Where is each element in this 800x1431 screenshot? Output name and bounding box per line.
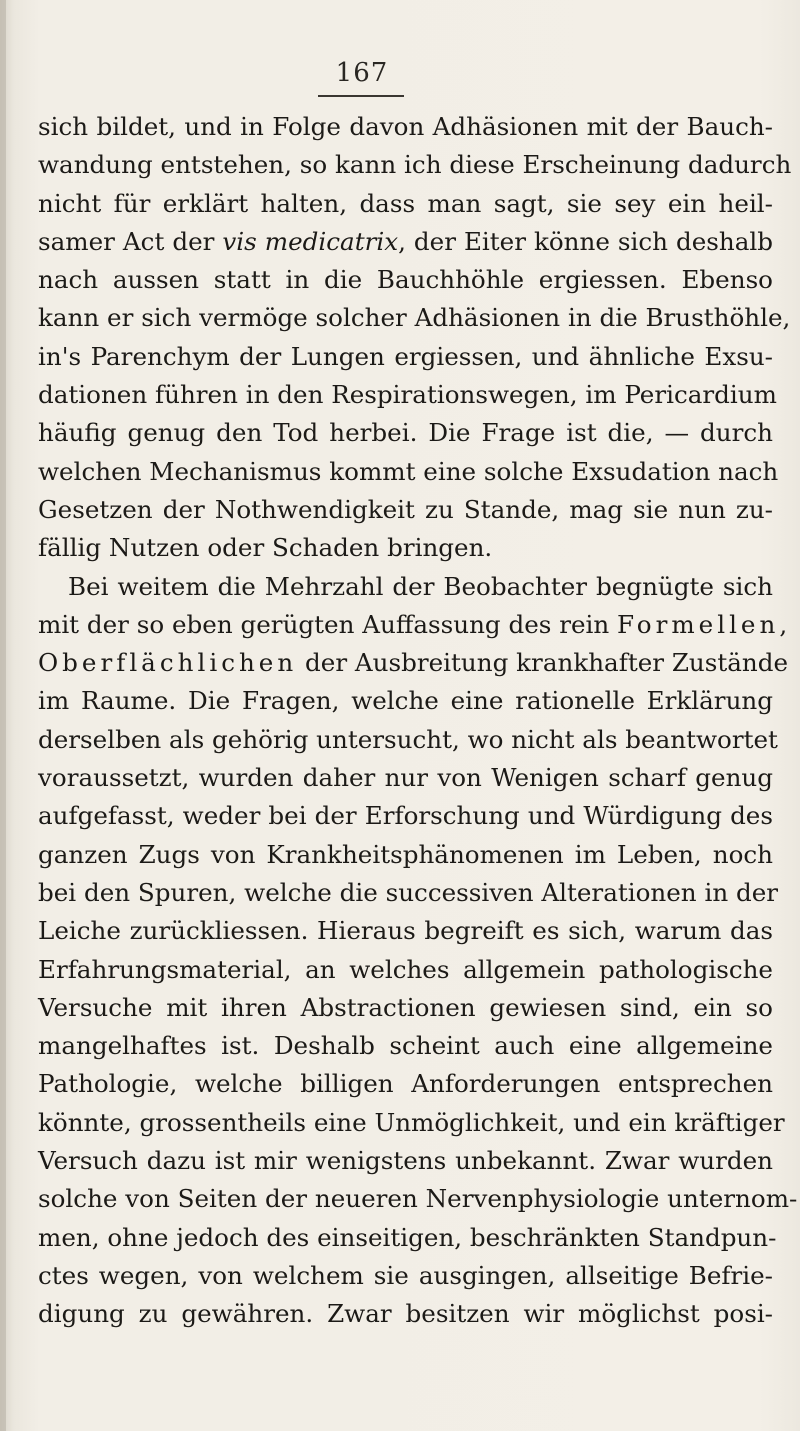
text-line-12: fällig Nutzen oder Schaden bringen. [38,533,493,563]
text-line-10: welchen Mechanismus kommt eine solche Exsudation nach [38,456,779,486]
text-line-13: Bei weitem die Mehrzahl der Beobachter begnügte sich [68,571,773,601]
text-line-15 [38,644,789,682]
text-line-27: könnte, grossentheils eine Unmöglichkeit, und ein kräftiger [38,1107,785,1137]
text-line-31: ctes wegen, von welchem sie ausgingen, allseitige Befrie- [38,1260,773,1290]
binding-gutter [0,0,6,1431]
text-line-4 [38,223,773,261]
text-line-14-start: mit der so eben gerügten Auffassung des rein [38,609,618,639]
text-line-8: dationen führen in den Respirationswegen, im Pericardium [38,380,777,410]
text-line-32: digung zu gewähren. Zwar besitzen wir möglichst posi- [38,1299,773,1329]
text-line-6: kann er sich vermöge solcher Adhäsionen in die Brusthöhle, [38,303,791,333]
text-line-17: derselben als gehörig untersucht, wo nicht als beantwortet [38,724,778,754]
text-line-18: voraussetzt, wurden daher nur von Wenigen scharf genug [38,763,773,793]
text-line-28: Versuch dazu ist mir wenigstens unbekannt. Zwar wurden [38,1146,773,1176]
text-line-7: in's Parenchym der Lungen ergiessen, und ähnliche Exsu- [38,341,773,371]
page-number: 167 [335,58,389,88]
text-line-15-end: der Ausbreitung krankhafter Zustände [297,648,789,678]
italic-term: vis medicatrix [222,226,399,256]
text-line-25: mangelhaftes ist. Deshalb scheint auch eine allgemeine [38,1031,773,1061]
text-line-21: bei den Spuren, welche die successiven Alterationen in der [38,877,779,907]
spaced-term-formellen: Formellen [617,609,780,639]
text-line-30: men, ohne jedoch des einseitigen, beschränkten Standpun- [38,1222,777,1252]
text-line-3: nicht für erklärt halten, dass man sagt, sie sey ein heil- [38,188,773,218]
page-number-rule [318,95,404,97]
text-line-20: ganzen Zugs von Krankheitsphänomenen im Leben, noch [38,839,773,869]
text-line-16: im Raume. Die Fragen, welche eine rationelle Erklärung [38,686,773,716]
spaced-term-oberflaechlichen: Oberflächlichen [38,648,298,678]
text-line-19: aufgefasst, weder bei der Erforschung und Würdigung des [38,801,773,831]
text-line-23: Erfahrungsmaterial, an welches allgemein pathologische [38,954,773,984]
text-line-24: Versuche mit ihren Abstractionen gewiesen sind, ein so [38,992,773,1022]
text-line-29: solche von Seiten der neueren Nervenphysiologie unternom- [38,1184,798,1214]
text-line-4-end: , der Eiter könne sich deshalb [398,226,774,256]
text-line-9: häufig genug den Tod herbei. Die Frage ist die, — durch [38,418,773,448]
text-line-11: Gesetzen der Nothwendigkeit zu Stande, mag sie nun zu- [38,494,773,524]
text-line-4-start: samer Act der [38,226,223,256]
text-line-5: nach aussen statt in die Bauchhöhle ergiessen. Ebenso [38,265,773,295]
text-line-1: sich bildet, und in Folge davon Adhäsionen mit der Bauch- [38,112,773,141]
text-line-26: Pathologie, welche billigen Anforderungen entsprechen [38,1069,773,1099]
text-line-14 [38,606,788,644]
text-line-2: wandung entstehen, so kann ich diese Erscheinung dadurch [38,150,792,180]
body-text [38,108,798,1334]
text-line-22: Leiche zurückliessen. Hieraus begreift es sich, warum das [38,916,773,946]
text-line-14-end: , [779,609,788,639]
